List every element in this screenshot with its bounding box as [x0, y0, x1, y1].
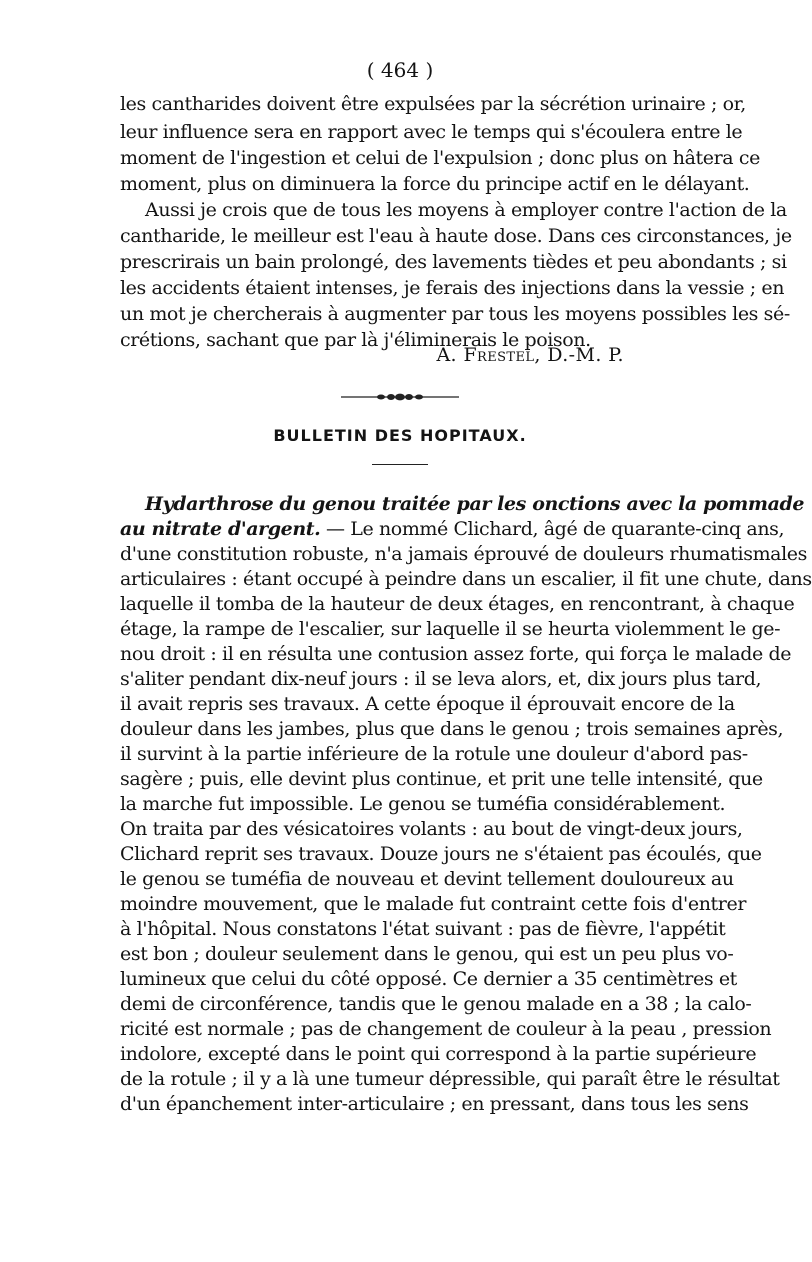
article-title-part: Hydarthrose du genou traitée par les onctions avec la pommade	[145, 493, 805, 515]
text-line: à l'hôpital. Nous constatons l'état suivant : pas de fièvre, l'appétit	[120, 918, 726, 940]
text-line: moment de l'ingestion et celui de l'expulsion ; donc plus on hâtera ce	[120, 147, 760, 169]
heading-rule	[372, 464, 428, 465]
text-line: les cantharides doivent être expulsées par la sécrétion urinaire ; or,	[120, 93, 746, 115]
text-line: étage, la rampe de l'escalier, sur laquelle il se heurta violemment le ge-	[120, 618, 781, 640]
text-span: — Le nommé Clichard, âgé de quarante-cinq ans,	[320, 518, 785, 540]
text-line: indolore, excepté dans le point qui correspond à la partie supérieure	[120, 1043, 757, 1065]
text-line: laquelle il tomba de la hauteur de deux étages, en rencontrant, à chaque	[120, 593, 795, 615]
text-line: nou droit : il en résulta une contusion assez forte, qui força le malade de	[120, 643, 792, 665]
text-line: Aussi je crois que de tous les moyens à employer contre l'action de la	[145, 199, 787, 221]
text-line: On traita par des vésicatoires volants : au bout de vingt-deux jours,	[120, 818, 743, 840]
text-line: ricité est normale ; pas de changement de couleur à la peau , pression	[120, 1018, 772, 1040]
text-line: lumineux que celui du côté opposé. Ce dernier a 35 centimètres et	[120, 968, 737, 990]
text-line: est bon ; douleur seulement dans le genou, qui est un peu plus vo-	[120, 943, 734, 965]
author-signature: A. Frestel, D.-M. P.	[436, 344, 624, 366]
text-line: la marche fut impossible. Le genou se tuméfia considérablement.	[120, 793, 726, 815]
text-line: leur influence sera en rapport avec le temps qui s'écoulera entre le	[120, 121, 743, 143]
text-line: crétions, sachant que par là j'éliminerais le poison.	[120, 329, 591, 351]
text-line: les accidents étaient intenses, je ferais des injections dans la vessie ; en	[120, 277, 785, 299]
ornament-divider	[341, 393, 459, 401]
text-line: moindre mouvement, que le malade fut contraint cette fois d'entrer	[120, 893, 747, 915]
text-line: il survint à la partie inférieure de la rotule une douleur d'abord pas-	[120, 743, 748, 765]
article-title	[145, 492, 805, 516]
page-number: ( 464 )	[366, 58, 434, 82]
text-line: moment, plus on diminuera la force du principe actif en le délayant.	[120, 173, 750, 195]
article-title-part: au nitrate d'argent.	[120, 518, 321, 540]
text-line: il avait repris ses travaux. A cette époque il éprouvait encore de la	[120, 693, 735, 715]
text-line: le genou se tuméfia de nouveau et devint tellement douloureux au	[120, 868, 734, 890]
text-line: de la rotule ; il y a là une tumeur dépressible, qui paraît être le résultat	[120, 1068, 780, 1090]
text-line: sagère ; puis, elle devint plus continue, et prit une telle intensité, que	[120, 768, 763, 790]
text-line: un mot je chercherais à augmenter par tous les moyens possibles les sé-	[120, 303, 790, 325]
text-line: articulaires : étant occupé à peindre dans un escalier, il fit une chute, dans	[120, 568, 812, 590]
text-line: s'aliter pendant dix-neuf jours : il se leva alors, et, dix jours plus tard,	[120, 668, 762, 690]
text-line: d'une constitution robuste, n'a jamais éprouvé de douleurs rhumatismales	[120, 543, 807, 565]
text-line: douleur dans les jambes, plus que dans le genou ; trois semaines après,	[120, 718, 784, 740]
text-line: prescrirais un bain prolongé, des lavements tièdes et peu abondants ; si	[120, 251, 787, 273]
text-line: Clichard reprit ses travaux. Douze jours ne s'étaient pas écoulés, que	[120, 843, 762, 865]
text-line: d'un épanchement inter-articulaire ; en pressant, dans tous les sens	[120, 1093, 749, 1115]
section-heading: BULLETIN DES HOPITAUX.	[273, 426, 527, 445]
text-line: cantharide, le meilleur est l'eau à haute dose. Dans ces circonstances, je	[120, 225, 792, 247]
text-line: demi de circonférence, tandis que le genou malade en a 38 ; la calo-	[120, 993, 752, 1015]
text-line	[120, 517, 785, 541]
